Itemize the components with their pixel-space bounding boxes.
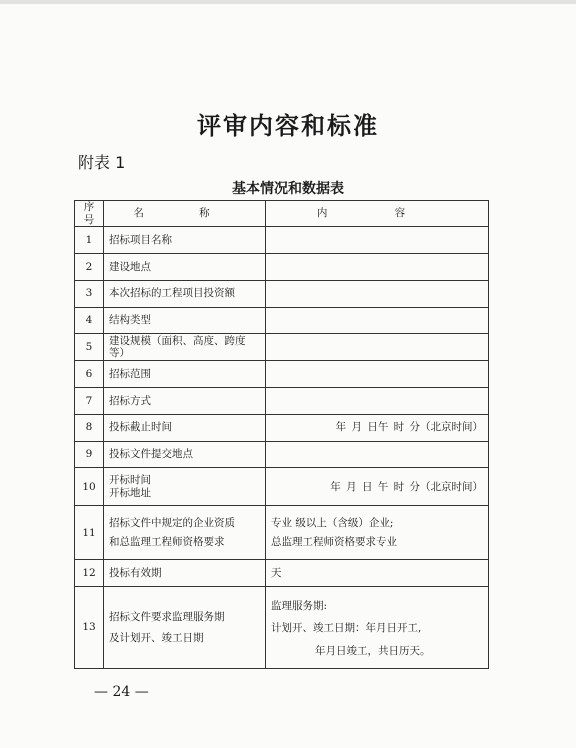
row-name [104,506,266,560]
row-no: 8 [75,414,104,441]
row-content: 年 月 日 午 时 分（北京时间） [266,468,489,506]
row-name: 投标文件提交地点 [104,441,266,468]
table-header-row [75,201,489,227]
row-content [266,227,489,254]
row-no: 9 [75,441,104,468]
scan-edge [0,0,576,4]
table-row [75,361,489,388]
row-no: 13 [75,587,104,669]
table-row [75,280,489,307]
row-content [266,253,489,280]
row-name: 招标范围 [104,361,266,388]
header-name-text: 名 称 [133,207,236,220]
header-content [266,201,489,227]
row-content-line: 计划开、竣工日期：年月日开工, [271,622,422,635]
row-content [266,387,489,414]
header-content-text: 内 容 [316,207,438,220]
row-no: 7 [75,387,104,414]
row-no: 2 [75,253,104,280]
row-name: 本次招标的工程项目投资额 [104,280,266,307]
row-name: 结构类型 [104,307,266,334]
table-row [75,414,489,441]
table-row [75,560,489,587]
row-content [266,307,489,334]
table-caption: 基本情况和数据表 [232,181,344,197]
row-content [266,506,489,560]
row-content [266,280,489,307]
row-name-line: 招标文件要求监理服务期 [109,610,225,623]
table-row [75,468,489,506]
row-no: 10 [75,468,104,506]
row-content-line: 监理服务期: [271,599,328,612]
row-no: 4 [75,307,104,334]
annex-label: 附表 1 [78,153,126,172]
table-row [75,334,489,361]
row-content [266,441,489,468]
row-no: 6 [75,361,104,388]
row-content [266,334,489,361]
row-name-line: 和总监理工程师资格要求 [109,535,225,548]
basic-info-table [74,200,489,669]
table-row [75,227,489,254]
table-row [75,387,489,414]
row-name [104,468,266,506]
table-row [75,506,489,560]
page-title: 评审内容和标准 [197,111,379,140]
table-row [75,253,489,280]
row-no: 1 [75,227,104,254]
row-content-line: 总监理工程师资格要求专业 [271,535,397,548]
row-name: 招标方式 [104,387,266,414]
row-name: 建设规模（面积、高度、跨度等） [104,334,266,361]
page-number: — 24 — [94,684,149,700]
row-content [266,361,489,388]
table-row [75,307,489,334]
row-name: 投标截止时间 [104,414,266,441]
row-content-line: 专业 级以上（含级）企业; [271,517,394,530]
row-name: 建设地点 [104,253,266,280]
row-name: 招标项目名称 [104,227,266,254]
table-row [75,587,489,669]
row-no: 5 [75,334,104,361]
row-content [266,587,489,669]
row-name-line: 开标地址 [109,486,151,499]
row-name-line: 招标文件中规定的企业资质 [109,517,235,530]
row-no: 3 [75,280,104,307]
row-name-line: 开标时间 [109,474,151,487]
row-no: 12 [75,560,104,587]
row-content-line: 年月日竣工，共日历天。 [315,644,431,657]
row-name [104,587,266,669]
header-no: 序号 [75,201,104,227]
row-content: 天 [266,560,489,587]
row-name-line: 及计划开、竣工日期 [109,632,204,645]
row-name: 投标有效期 [104,560,266,587]
table-row [75,441,489,468]
header-name [104,201,266,227]
row-content: 年 月 日午 时 分（北京时间） [266,414,489,441]
row-no: 11 [75,506,104,560]
